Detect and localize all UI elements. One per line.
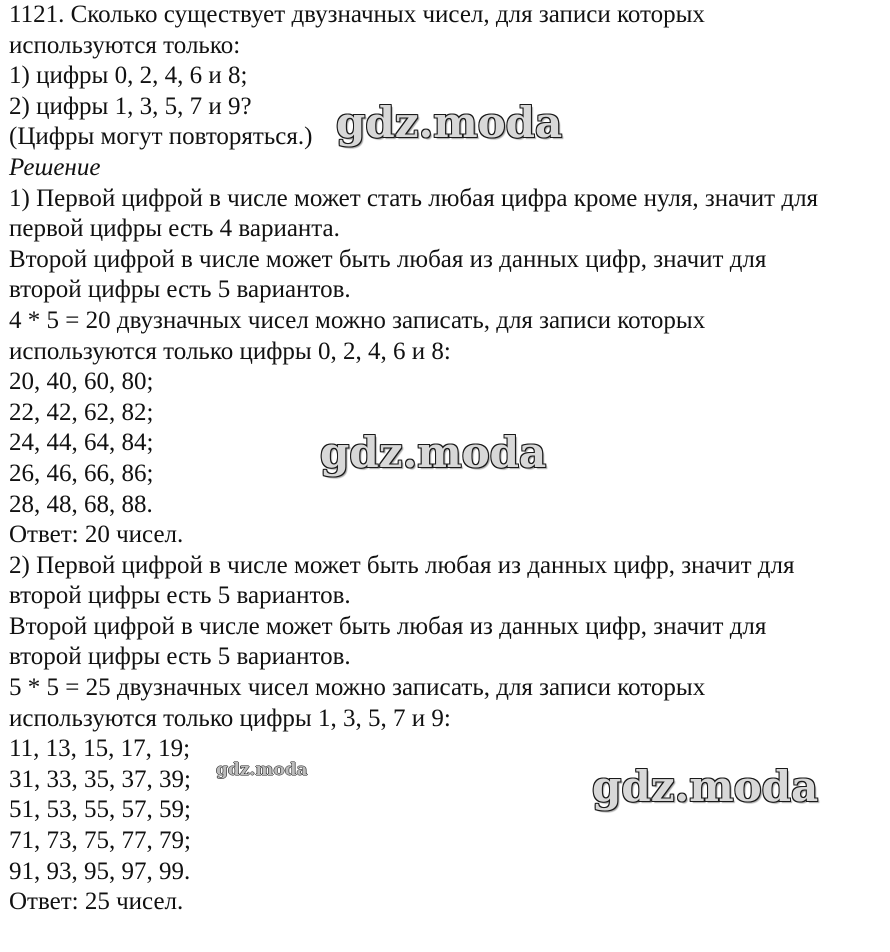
number-list-line: 11, 13, 15, 17, 19;: [9, 735, 191, 763]
solution-line: 1) Первой цифрой в числе может стать любая цифра кроме нуля, значит для: [9, 184, 819, 212]
watermark-logo: gdz.moda: [592, 762, 819, 811]
solution-heading: Решение: [9, 153, 101, 181]
solution-line: второй цифры есть 5 вариантов.: [9, 582, 351, 610]
number-list-line: 28, 48, 68, 88.: [9, 490, 153, 518]
number-list-line: 91, 93, 95, 97, 99.: [9, 857, 191, 885]
solution-line: второй цифры есть 5 вариантов.: [9, 643, 351, 671]
watermark-logo: gdz.moda: [320, 428, 547, 477]
number-list-line: 22, 42, 62, 82;: [9, 398, 154, 426]
number-list-line: 20, 40, 60, 80;: [9, 368, 154, 396]
solution-document: [9, 0, 884, 918]
solution-line: используются только цифры 1, 3, 5, 7 и 9:: [9, 704, 451, 732]
number-list-line: 51, 53, 55, 57, 59;: [9, 796, 191, 824]
problem-item-2: 2) цифры 1, 3, 5, 7 и 9?: [9, 92, 252, 120]
number-list-line: 26, 46, 66, 86;: [9, 459, 154, 487]
solution-line: 5 * 5 = 25 двузначных чисел можно записать, для записи которых: [9, 674, 706, 702]
solution-part-2: [9, 551, 884, 918]
solution-line: первой цифры есть 4 варианта.: [9, 215, 340, 243]
solution-line: Второй цифрой в числе может быть любая из данных цифр, значит для: [9, 245, 767, 273]
watermark-logo: gdz.moda: [336, 98, 563, 147]
number-list-line: 71, 73, 75, 77, 79;: [9, 827, 191, 855]
solution-line: второй цифры есть 5 вариантов.: [9, 276, 351, 304]
solution-part-1: [9, 184, 884, 551]
solution-line: используются только цифры 0, 2, 4, 6 и 8:: [9, 337, 451, 365]
solution-line: 2) Первой цифрой в числе может быть любая из данных цифр, значит для: [9, 551, 795, 579]
solution-line: Второй цифрой в числе может быть любая из данных цифр, значит для: [9, 612, 767, 640]
problem-title-line: 1121. Сколько существует двузначных чисел, для записи которых: [9, 1, 705, 28]
problem-statement: [9, 0, 884, 153]
answer-line: Ответ: 20 чисел.: [9, 521, 184, 549]
answer-line: Ответ: 25 чисел.: [9, 888, 184, 916]
number-list-line: 24, 44, 64, 84;: [9, 429, 154, 457]
problem-note: (Цифры могут повторяться.): [9, 123, 313, 151]
problem-item-1: 1) цифры 0, 2, 4, 6 и 8;: [9, 62, 248, 90]
watermark-logo-small: gdz.moda: [216, 760, 308, 780]
number-list-line: 31, 33, 35, 37, 39;: [9, 765, 191, 793]
problem-text-line: используются только:: [9, 31, 241, 59]
solution-line: 4 * 5 = 20 двузначных чисел можно записать, для записи которых: [9, 306, 706, 334]
